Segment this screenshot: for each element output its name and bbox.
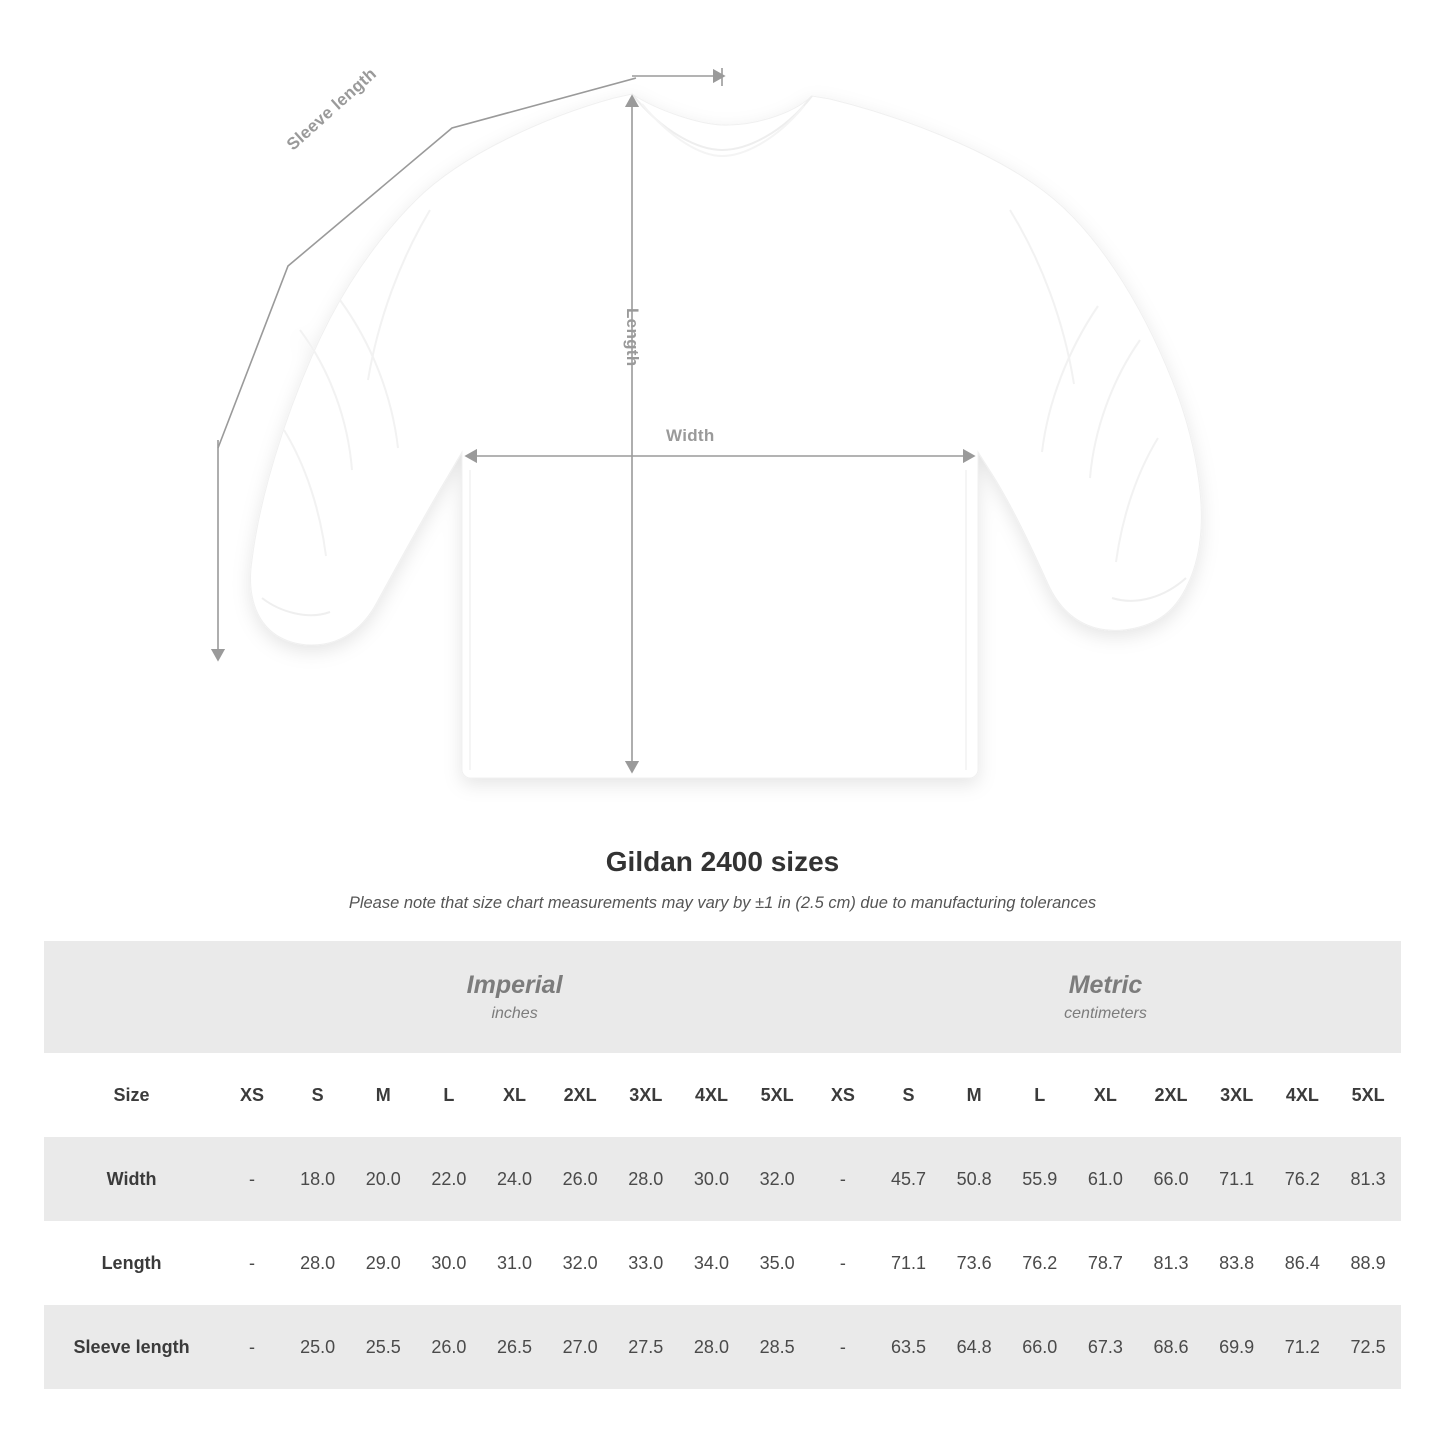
sleeve-3xl-cm: 69.9 [1204, 1305, 1270, 1389]
header-size-xl-metric: XL [1073, 1053, 1139, 1137]
length-xs-cm: - [810, 1221, 876, 1305]
row-label-sleeve-length: Sleeve length [44, 1305, 219, 1389]
label-sleeve-length: Sleeve length [283, 64, 381, 155]
width-3xl-cm: 71.1 [1204, 1137, 1270, 1221]
header-size-l-imperial: L [416, 1053, 482, 1137]
header-size-4xl-metric: 4XL [1270, 1053, 1336, 1137]
sleeve-4xl-in: 28.0 [679, 1305, 745, 1389]
header-size-m-metric: M [941, 1053, 1007, 1137]
width-2xl-in: 26.0 [547, 1137, 613, 1221]
header-size-m-imperial: M [350, 1053, 416, 1137]
sleeve-s-in: 25.0 [285, 1305, 351, 1389]
row-label-length: Length [44, 1221, 219, 1305]
unit-metric-label: Metric [1068, 970, 1143, 999]
width-s-cm: 45.7 [876, 1137, 942, 1221]
unit-header-row [44, 941, 1401, 1053]
sleeve-3xl-in: 27.5 [613, 1305, 679, 1389]
width-m-in: 20.0 [350, 1137, 416, 1221]
unit-metric-sub: centimeters [1064, 1005, 1147, 1023]
row-label-width: Width [44, 1137, 219, 1221]
label-width: Width [666, 426, 715, 445]
header-size-3xl-metric: 3XL [1204, 1053, 1270, 1137]
length-3xl-cm: 83.8 [1204, 1221, 1270, 1305]
length-3xl-in: 33.0 [613, 1221, 679, 1305]
unit-header-metric [810, 941, 1401, 1053]
length-s-in: 28.0 [285, 1221, 351, 1305]
width-l-in: 22.0 [416, 1137, 482, 1221]
unit-header-spacer [44, 941, 219, 1053]
size-header-row [44, 1053, 1401, 1137]
width-l-cm: 55.9 [1007, 1137, 1073, 1221]
shirt-shape [251, 94, 1202, 778]
header-size-s-metric: S [876, 1053, 942, 1137]
header-size-xs-metric: XS [810, 1053, 876, 1137]
table-row-length [44, 1221, 1401, 1305]
width-s-in: 18.0 [285, 1137, 351, 1221]
width-2xl-cm: 66.0 [1138, 1137, 1204, 1221]
unit-header-imperial [219, 941, 810, 1053]
width-4xl-cm: 76.2 [1270, 1137, 1336, 1221]
header-size-5xl-metric: 5XL [1335, 1053, 1401, 1137]
length-xl-in: 31.0 [482, 1221, 548, 1305]
length-4xl-cm: 86.4 [1270, 1221, 1336, 1305]
length-m-cm: 73.6 [941, 1221, 1007, 1305]
length-2xl-cm: 81.3 [1138, 1221, 1204, 1305]
width-5xl-cm: 81.3 [1335, 1137, 1401, 1221]
sleeve-xs-in: - [219, 1305, 285, 1389]
length-m-in: 29.0 [350, 1221, 416, 1305]
header-size: Size [44, 1053, 219, 1137]
sleeve-xs-cm: - [810, 1305, 876, 1389]
width-5xl-in: 32.0 [744, 1137, 810, 1221]
header-size-l-metric: L [1007, 1053, 1073, 1137]
unit-imperial-sub: inches [491, 1005, 538, 1023]
sleeve-l-cm: 66.0 [1007, 1305, 1073, 1389]
length-5xl-in: 35.0 [744, 1221, 810, 1305]
sleeve-4xl-cm: 71.2 [1270, 1305, 1336, 1389]
length-l-cm: 76.2 [1007, 1221, 1073, 1305]
size-chart-table [44, 941, 1401, 1389]
table-row-sleeve-length [44, 1305, 1401, 1389]
width-3xl-in: 28.0 [613, 1137, 679, 1221]
length-s-cm: 71.1 [876, 1221, 942, 1305]
sleeve-5xl-in: 28.5 [744, 1305, 810, 1389]
length-2xl-in: 32.0 [547, 1221, 613, 1305]
header-size-3xl-imperial: 3XL [613, 1053, 679, 1137]
width-xl-cm: 61.0 [1073, 1137, 1139, 1221]
sleeve-l-in: 26.0 [416, 1305, 482, 1389]
length-xs-in: - [219, 1221, 285, 1305]
length-l-in: 30.0 [416, 1221, 482, 1305]
width-xl-in: 24.0 [482, 1137, 548, 1221]
sleeve-2xl-in: 27.0 [547, 1305, 613, 1389]
title-block [0, 846, 1445, 913]
width-4xl-in: 30.0 [679, 1137, 745, 1221]
sleeve-s-cm: 63.5 [876, 1305, 942, 1389]
sleeve-5xl-cm: 72.5 [1335, 1305, 1401, 1389]
header-size-5xl-imperial: 5XL [744, 1053, 810, 1137]
unit-imperial-label: Imperial [466, 970, 563, 999]
length-xl-cm: 78.7 [1073, 1221, 1139, 1305]
header-size-xl-imperial: XL [482, 1053, 548, 1137]
size-table-wrap [44, 941, 1401, 1389]
width-xs-cm: - [810, 1137, 876, 1221]
header-size-2xl-metric: 2XL [1138, 1053, 1204, 1137]
width-xs-in: - [219, 1137, 285, 1221]
header-size-xs-imperial: XS [219, 1053, 285, 1137]
sleeve-m-cm: 64.8 [941, 1305, 1007, 1389]
sleeve-m-in: 25.5 [350, 1305, 416, 1389]
header-size-s-imperial: S [285, 1053, 351, 1137]
length-4xl-in: 34.0 [679, 1221, 745, 1305]
header-size-2xl-imperial: 2XL [547, 1053, 613, 1137]
width-m-cm: 50.8 [941, 1137, 1007, 1221]
table-row-width [44, 1137, 1401, 1221]
page-title: Gildan 2400 sizes [605, 846, 840, 877]
sleeve-2xl-cm: 68.6 [1138, 1305, 1204, 1389]
tolerance-note: Please note that size chart measurements may vary by ±1 in (2.5 cm) due to manufacturing tolerances [348, 894, 1097, 912]
sleeve-xl-in: 26.5 [482, 1305, 548, 1389]
label-length: Length [623, 308, 642, 367]
header-size-4xl-imperial: 4XL [679, 1053, 745, 1137]
sleeve-xl-cm: 67.3 [1073, 1305, 1139, 1389]
length-5xl-cm: 88.9 [1335, 1221, 1401, 1305]
